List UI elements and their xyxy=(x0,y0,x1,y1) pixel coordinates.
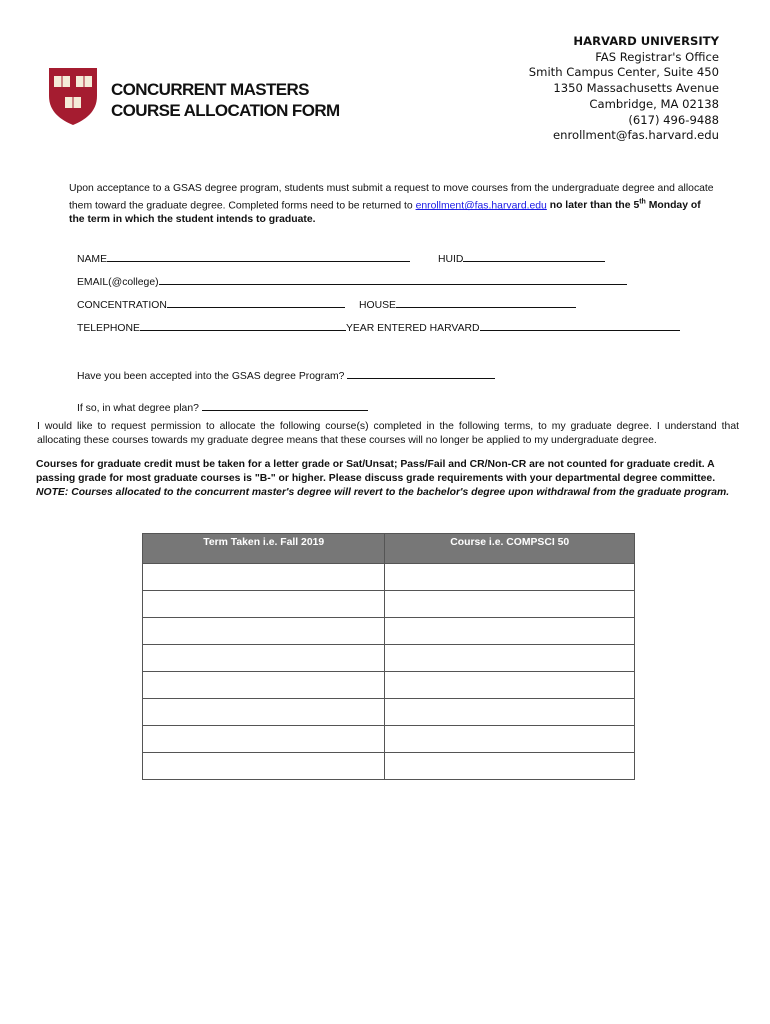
address-line-email: enrollment@fas.harvard.edu xyxy=(553,128,719,143)
course-cell[interactable] xyxy=(385,564,635,591)
table-row xyxy=(143,591,635,618)
degree-plan-answer-line[interactable] xyxy=(202,399,368,411)
accepted-question xyxy=(77,367,495,382)
table-row xyxy=(143,645,635,672)
course-cell[interactable] xyxy=(385,753,635,780)
course-column-header: Course i.e. COMPSCI 50 xyxy=(385,534,635,564)
grading-rules xyxy=(36,458,740,500)
address-line-center: Smith Campus Center, Suite 450 xyxy=(528,65,719,80)
email-field xyxy=(77,273,627,288)
accepted-question-label: Have you been accepted into the GSAS degree Program? xyxy=(77,371,345,382)
name-label: NAME xyxy=(77,254,108,265)
huid-input-line[interactable] xyxy=(463,250,605,262)
term-cell[interactable] xyxy=(143,672,385,699)
term-cell[interactable] xyxy=(143,564,385,591)
course-allocation-table xyxy=(142,533,635,780)
intro-text: Upon acceptance to a GSAS degree program, students must submit a request to move courses from the undergraduate degree and allocate them toward the graduate degree. Completed forms need to be returned to xyxy=(69,183,714,212)
address-line-city: Cambridge, MA 02138 xyxy=(589,96,719,111)
table-row xyxy=(143,726,635,753)
deadline-sup: th xyxy=(639,199,646,206)
term-cell[interactable] xyxy=(143,591,385,618)
intro-paragraph xyxy=(69,182,719,227)
course-cell[interactable] xyxy=(385,672,635,699)
term-cell[interactable] xyxy=(143,618,385,645)
telephone-field xyxy=(77,319,680,334)
table-row xyxy=(143,564,635,591)
concentration-input-line[interactable] xyxy=(167,296,345,308)
year-entered-input-line[interactable] xyxy=(480,319,680,331)
course-cell[interactable] xyxy=(385,699,635,726)
course-cell[interactable] xyxy=(385,591,635,618)
form-title-line2: COURSE ALLOCATION FORM xyxy=(111,101,340,120)
term-cell[interactable] xyxy=(143,699,385,726)
concentration-label: CONCENTRATION xyxy=(77,300,167,311)
table-row xyxy=(143,618,635,645)
house-input-line[interactable] xyxy=(396,296,576,308)
huid-field xyxy=(438,250,605,265)
term-cell[interactable] xyxy=(143,726,385,753)
address-line-office: FAS Registrar's Office xyxy=(595,49,719,64)
harvard-shield-logo xyxy=(47,66,99,126)
degree-plan-label: If so, in what degree plan? xyxy=(77,403,199,414)
name-field xyxy=(77,250,410,265)
address-line-phone: (617) 496-9488 xyxy=(628,112,719,127)
accepted-answer-line[interactable] xyxy=(347,367,495,379)
huid-label: HUID xyxy=(438,254,464,265)
request-paragraph: I would like to request permission to allocate the following course(s) completed in the following terms, to my graduate degree. I understand that allocating these courses towards my graduate degree means that these courses will no longer be applied to my undergraduate degree. xyxy=(37,421,739,446)
house-field xyxy=(359,296,576,311)
reversion-note: NOTE: Courses allocated to the concurrent master's degree will revert to the bachelor's degree upon withdrawal from the graduate program. xyxy=(36,487,730,498)
term-cell[interactable] xyxy=(143,753,385,780)
term-column-header: Term Taken i.e. Fall 2019 xyxy=(143,534,385,564)
telephone-input-line[interactable] xyxy=(140,319,346,331)
office-address xyxy=(529,34,719,144)
deadline-text-a: no later than the 5 xyxy=(546,200,640,212)
form-title-line1: CONCURRENT MASTERS xyxy=(111,80,309,99)
house-label: HOUSE xyxy=(359,300,396,311)
concentration-field xyxy=(77,296,345,311)
grading-rules-text: Courses for graduate credit must be taken for a letter grade or Sat/Unsat; Pass/Fail and CR/Non-CR are not counted for graduate credit. A passing grade for most graduate courses is "B-" or higher. Please discuss grade requirements with your departmental degree committee. xyxy=(36,459,716,484)
table-row xyxy=(143,672,635,699)
enrollment-email-link[interactable]: enrollment@fas.harvard.edu xyxy=(415,200,547,212)
course-cell[interactable] xyxy=(385,645,635,672)
degree-plan-question xyxy=(77,399,368,414)
term-cell[interactable] xyxy=(143,645,385,672)
email-input-line[interactable] xyxy=(159,273,627,285)
course-cell[interactable] xyxy=(385,726,635,753)
year-entered-label: YEAR ENTERED HARVARD xyxy=(345,323,480,334)
address-line-university: HARVARD UNIVERSITY xyxy=(573,34,719,48)
address-line-street: 1350 Massachusetts Avenue xyxy=(553,81,719,96)
telephone-label: TELEPHONE xyxy=(77,323,140,334)
name-input-line[interactable] xyxy=(107,250,410,262)
email-label: EMAIL(@college) xyxy=(77,277,159,288)
course-cell[interactable] xyxy=(385,618,635,645)
deadline-text-b: Monday of the term in which the student intends to graduate. xyxy=(69,200,701,226)
table-row xyxy=(143,753,635,780)
table-row xyxy=(143,699,635,726)
